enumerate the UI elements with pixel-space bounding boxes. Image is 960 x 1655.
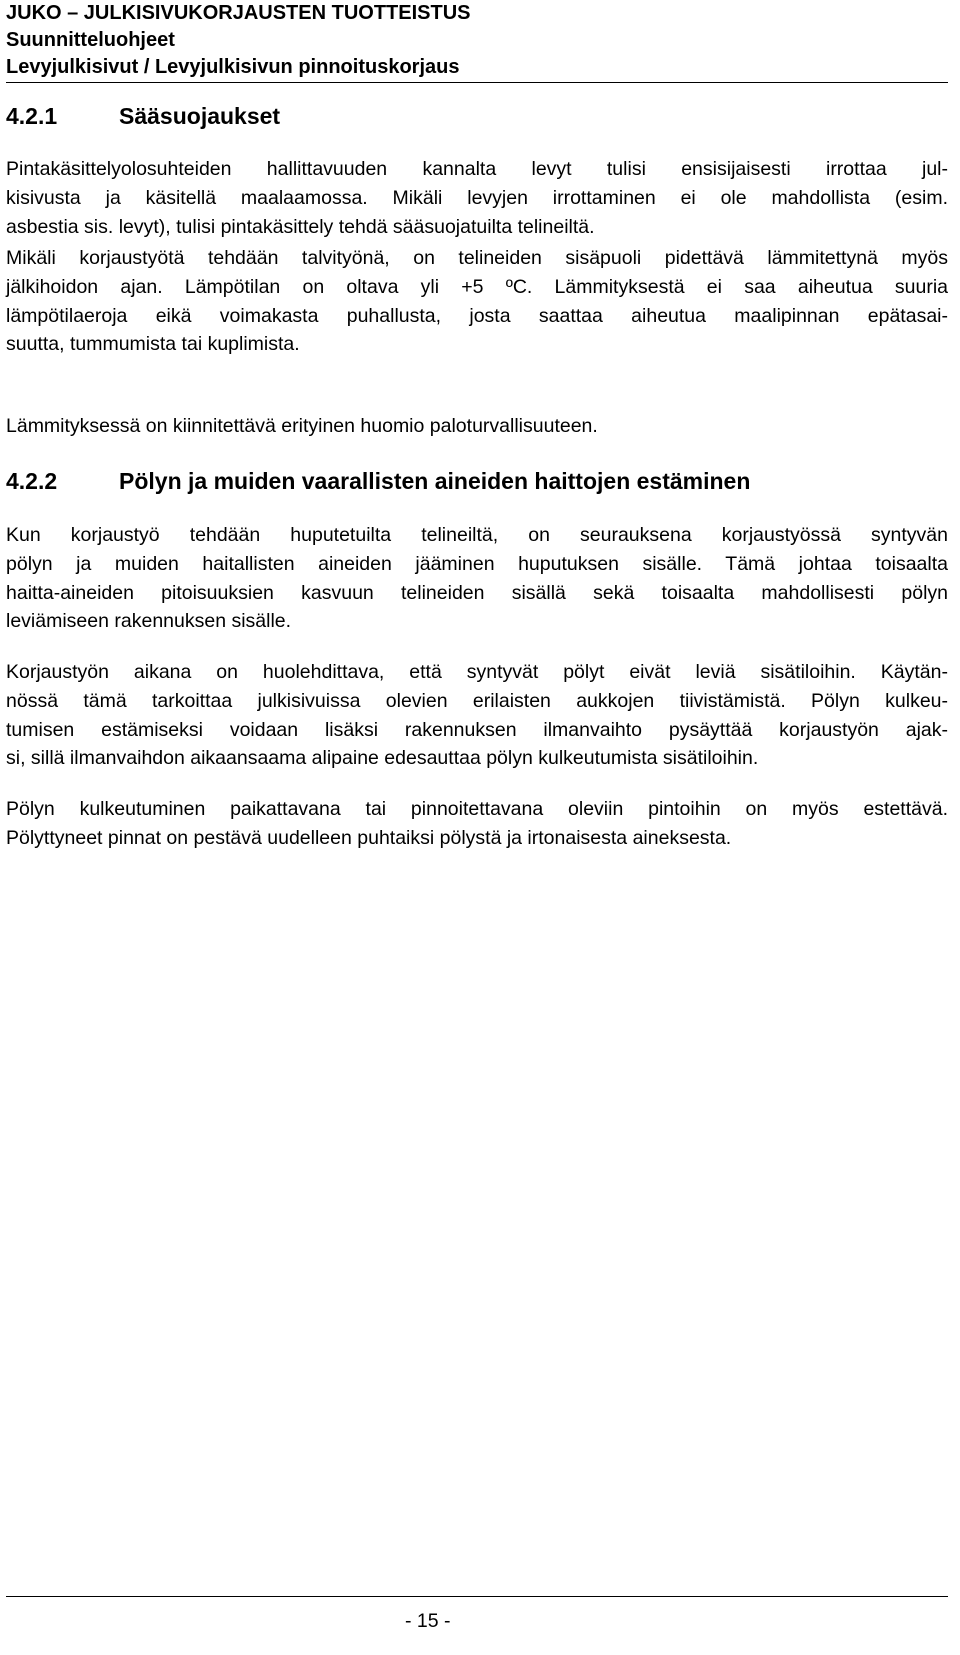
section-heading-4-2-2 bbox=[6, 466, 750, 496]
header-subtitle: Suunnitteluohjeet bbox=[6, 29, 175, 51]
text-line: pölyn ja muiden haitallisten aineiden jääminen huputuksen sisälle. Tämä johtaa toisaalta bbox=[6, 552, 948, 575]
section-number: 4.2.1 bbox=[6, 103, 58, 129]
footer-rule bbox=[6, 1596, 948, 1597]
text-line: haitta-aineiden pitoisuuksien kasvuun telineiden sisällä sekä toisaalta mahdollisesti pölyn bbox=[6, 581, 948, 604]
text-line: nössä tämä tarkoittaa julkisivuissa olevien erilaisten aukkojen tiivistämistä. Pölyn kulkeu- bbox=[6, 689, 948, 712]
section-title: Sääsuojaukset bbox=[119, 103, 281, 129]
paragraph bbox=[6, 155, 948, 241]
text-line: Lämmityksessä on kiinnitettävä erityinen huomio paloturvallisuuteen. bbox=[6, 415, 598, 437]
paragraph bbox=[6, 412, 948, 441]
text-line: kisivusta ja käsitellä maalaamossa. Mikäli levyjen irrottaminen ei ole mahdollista (esim. bbox=[6, 186, 948, 209]
text-line: jälkihoidon ajan. Lämpötilan on oltava yli +5 ºC. Lämmityksestä ei saa aiheutua suuria bbox=[6, 275, 948, 298]
section-title: Pölyn ja muiden vaarallisten aineiden haittojen estäminen bbox=[119, 468, 751, 494]
text-line: suutta, tummumista tai kuplimista. bbox=[6, 333, 300, 356]
text-line: Pölyttyneet pinnat on pestävä uudelleen puhtaiksi pölystä ja irtonaisesta aineksesta. bbox=[6, 826, 732, 849]
text-line: lämpötilaeroja eikä voimakasta puhallusta, josta saattaa aiheutua maalipinnan epätasai- bbox=[6, 304, 948, 327]
running-header bbox=[6, 0, 946, 81]
text-line: si, sillä ilmanvaihdon aikaansaama alipaine edesauttaa pölyn kulkeutumista sisätiloihin. bbox=[6, 747, 759, 770]
text-line: Mikäli korjaustyötä tehdään talvityönä, on telineiden sisäpuoli pidettävä lämmitettynä myös bbox=[6, 247, 948, 269]
text-line: Kun korjaustyö tehdään huputetuilta telineiltä, on seurauksena korjaustyössä syntyvän bbox=[6, 524, 948, 546]
text-line: Pintakäsittelyolosuhteiden hallittavuuden kannalta levyt tulisi ensisijaisesti irrottaa jul- bbox=[6, 158, 948, 180]
paragraph bbox=[6, 795, 948, 853]
text-line: leviämiseen rakennuksen sisälle. bbox=[6, 610, 292, 633]
section-number: 4.2.2 bbox=[6, 468, 58, 494]
text-line: Korjaustyön aikana on huolehdittava, että syntyvät pölyt eivät leviä sisätiloihin. Käytän- bbox=[6, 661, 948, 683]
header-title: JUKO – JULKISIVUKORJAUSTEN TUOTTEISTUS bbox=[6, 2, 471, 24]
header-path: Levyjulkisivut / Levyjulkisivun pinnoituskorjaus bbox=[6, 56, 460, 78]
paragraph bbox=[6, 244, 948, 359]
page-number: - 15 - bbox=[405, 1610, 451, 1632]
text-line: Pölyn kulkeutuminen paikattavana tai pinnoitettavana oleviin pintoihin on myös estettävä. bbox=[6, 798, 948, 820]
paragraph bbox=[6, 521, 948, 636]
paragraph bbox=[6, 658, 948, 773]
text-line: asbestia sis. levyt), tulisi pintakäsittely tehdä sääsuojatuilta telineiltä. bbox=[6, 215, 595, 238]
text-line: tumisen estämiseksi voidaan lisäksi rakennuksen ilmanvaihto pysäyttää korjaustyön ajak- bbox=[6, 718, 948, 741]
section-heading-4-2-1 bbox=[6, 101, 280, 131]
header-rule bbox=[6, 82, 948, 83]
